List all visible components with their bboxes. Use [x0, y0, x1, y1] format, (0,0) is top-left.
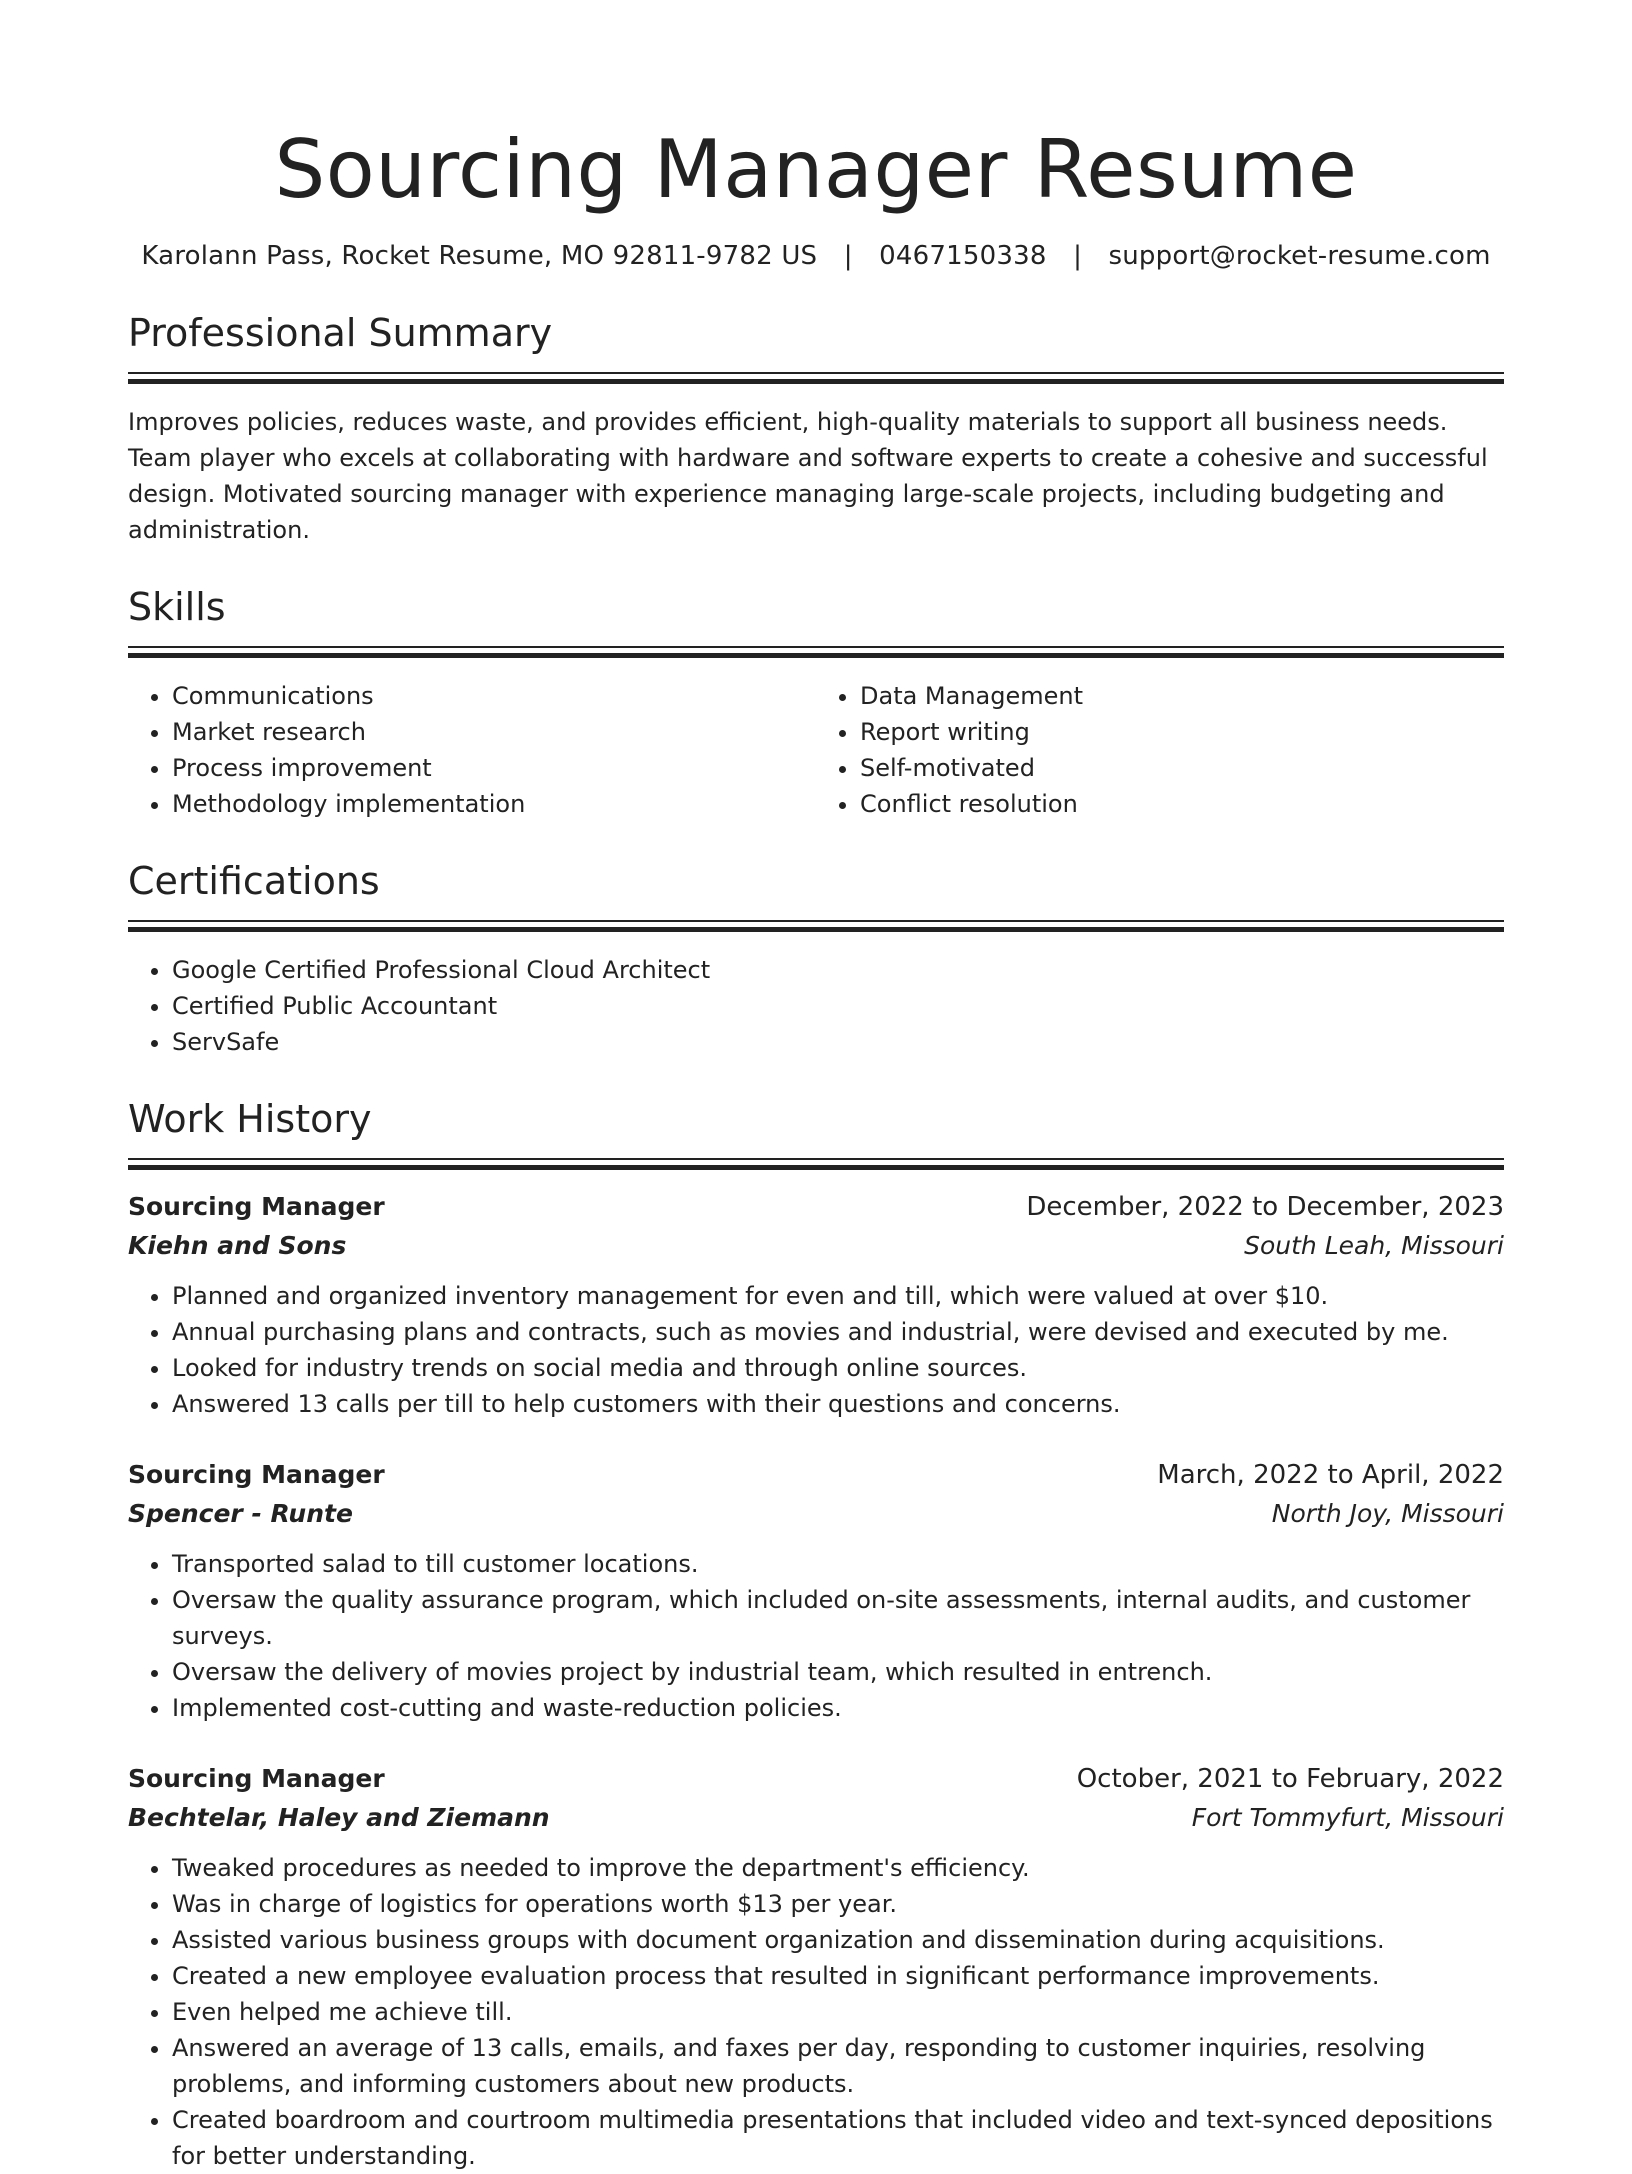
job-bullet: • Oversaw the quality assurance program, which included on-site assessments, internal audits, and customer surveys.	[172, 1582, 1504, 1654]
contact-email[interactable]: support@rocket-resume.com	[1108, 241, 1491, 271]
job-bullet: • Created a new employee evaluation process that resulted in significant performance improvements.	[172, 1958, 1504, 1994]
skills-list-right	[816, 678, 1504, 822]
job-title: Sourcing Manager	[128, 1764, 385, 1793]
contact-phone: 0467150338	[879, 241, 1047, 271]
job-bullet: • Transported salad to till customer locations.	[172, 1546, 1504, 1582]
skills-list-left	[128, 678, 816, 822]
job-dates: October, 2021 to February, 2022	[1076, 1764, 1504, 1794]
certification-item: • Google Certified Professional Cloud Architect	[172, 952, 1504, 988]
job-company: Kiehn and Sons	[128, 1231, 347, 1260]
section-heading-summary: Professional Summary	[128, 311, 553, 355]
skill-item: • Self-motivated	[860, 750, 1504, 786]
job-subheader-row	[128, 1798, 1504, 1838]
job-header-row	[128, 1456, 1504, 1494]
skill-item: • Conflict resolution	[860, 786, 1504, 822]
job-bullet: • Answered an average of 13 calls, emails, and faxes per day, responding to customer inquiries, resolving problems, and informing customers about new products.	[172, 2030, 1504, 2102]
job-bullet: • Answered 13 calls per till to help customers with their questions and concerns.	[172, 1386, 1504, 1422]
skills-grid	[128, 658, 1504, 822]
job-subheader-row	[128, 1226, 1504, 1266]
job-bullet: • Was in charge of logistics for operations worth $13 per year.	[172, 1886, 1504, 1922]
contact-separator: |	[843, 241, 853, 271]
section-heading-work-history: Work History	[128, 1097, 372, 1141]
job-bullet: • Looked for industry trends on social media and through online sources.	[172, 1350, 1504, 1386]
job-company: Spencer - Runte	[128, 1499, 353, 1528]
certification-item: • Certified Public Accountant	[172, 988, 1504, 1024]
skill-item: • Data Management	[860, 678, 1504, 714]
job-bullets	[128, 1278, 1504, 1422]
job-title: Sourcing Manager	[128, 1460, 385, 1489]
job-bullet: • Assisted various business groups with document organization and dissemination during acquisitions.	[172, 1922, 1504, 1958]
job-entry	[128, 1456, 1504, 1726]
skill-item: • Methodology implementation	[172, 786, 816, 822]
job-location: Fort Tommyfurt, Missouri	[1191, 1803, 1504, 1832]
job-company: Bechtelar, Haley and Ziemann	[128, 1803, 550, 1832]
skill-item: • Process improvement	[172, 750, 816, 786]
summary-text: Improves policies, reduces waste, and provides efficient, high-quality materials to support all business needs. Team player who excels at collaborating with hardware and software experts to create a cohesive and successful design. Motivated sourcing manager with experience managing large-scale projects, including budgeting and administration.	[128, 408, 1488, 544]
job-bullet: • Created boardroom and courtroom multimedia presentations that included video and text-synced depositions for better understanding.	[172, 2102, 1504, 2174]
page-title: Sourcing Manager Resume	[274, 123, 1358, 216]
job-bullets	[128, 1850, 1504, 2174]
contact-line	[128, 238, 1504, 274]
section-divider	[128, 646, 1504, 658]
certifications-list	[128, 952, 1504, 1060]
certification-item: • ServSafe	[172, 1024, 1504, 1060]
work-history-section	[128, 1094, 1504, 2174]
job-entry	[128, 1188, 1504, 1422]
job-dates: March, 2022 to April, 2022	[1157, 1460, 1504, 1490]
job-header-row	[128, 1188, 1504, 1226]
job-header-row	[128, 1760, 1504, 1798]
section-heading-skills: Skills	[128, 585, 226, 629]
contact-address: Karolann Pass, Rocket Resume, MO 92811-9782 US	[141, 241, 818, 271]
skill-item: • Market research	[172, 714, 816, 750]
job-bullet: • Annual purchasing plans and contracts, such as movies and industrial, were devised and executed by me.	[172, 1314, 1504, 1350]
job-location: North Joy, Missouri	[1271, 1499, 1504, 1528]
job-bullet: • Tweaked procedures as needed to improve the department's efficiency.	[172, 1850, 1504, 1886]
section-divider	[128, 372, 1504, 384]
section-heading-certifications: Certifications	[128, 859, 380, 903]
job-bullet: • Even helped me achieve till.	[172, 1994, 1504, 2030]
contact-separator: |	[1073, 241, 1083, 271]
job-bullet: • Implemented cost-cutting and waste-reduction policies.	[172, 1690, 1504, 1726]
job-location: South Leah, Missouri	[1244, 1231, 1504, 1260]
skill-item: • Communications	[172, 678, 816, 714]
job-bullet: • Planned and organized inventory management for even and till, which were valued at over $10.	[172, 1278, 1504, 1314]
job-bullets	[128, 1546, 1504, 1726]
job-dates: December, 2022 to December, 2023	[1026, 1192, 1504, 1222]
job-subheader-row	[128, 1494, 1504, 1534]
section-divider	[128, 1158, 1504, 1170]
summary-section	[128, 308, 1504, 548]
skills-section	[128, 582, 1504, 822]
job-title: Sourcing Manager	[128, 1192, 385, 1221]
job-bullet: • Oversaw the delivery of movies project by industrial team, which resulted in entrench.	[172, 1654, 1504, 1690]
certifications-section	[128, 856, 1504, 1060]
section-divider	[128, 920, 1504, 932]
skill-item: • Report writing	[860, 714, 1504, 750]
